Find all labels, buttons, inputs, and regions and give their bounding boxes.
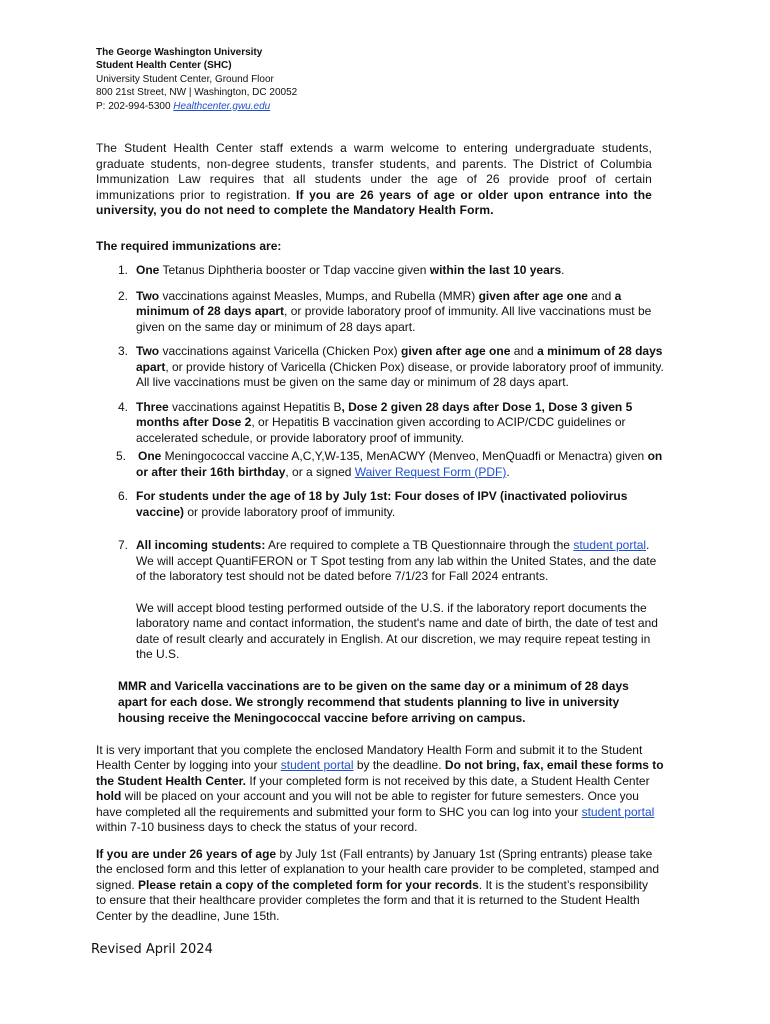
revision-date: Revised April 2024 (91, 942, 213, 957)
blood-testing-paragraph: We will accept blood testing performed outside of the U.S. if the laboratory report documents the laboratory name and contact information, the student's name and date of birth, the date of test and date of result clearly and accurately in English. At our discretion, we may require repeat testing in the U.S. (136, 600, 658, 661)
required-immunizations-heading: The required immunizations are: (96, 239, 282, 253)
list-item: 1. One Tetanus Diphtheria booster or Tdap vaccine given within the last 10 years. (118, 263, 565, 277)
list-item: 4. Three vaccinations against Hepatitis B, Dose 2 given 28 days after Dose 1, Dose 3 given 5 months after Dose 2, or Hepatitis B vaccination given according to ACIP/CDC guidelines or accelerated schedule, or provide laboratory proof of immunity. (118, 399, 633, 445)
waiver-request-form-link[interactable]: Waiver Request Form (PDF) (354, 464, 507, 479)
list-item: 7. All incoming students: Are required to complete a TB Questionnaire through the student portal. We will accept QuantiFERON or T Spot testing from any lab within the United States, and the date of the laboratory test should not be dated before 7/1/23 for Fall 2024 entrants. We will accept blood testing performed outside of the U.S. if the laboratory report documents the laboratory name and contact information, the student's name and date of birth, the date of test and date of result clearly and accurately in English. At our discretion, we may require repeat testing in the U.S. (96, 538, 666, 663)
contact-line (96, 100, 297, 113)
intro-paragraph (96, 141, 652, 219)
list-item: 2. Two vaccinations against Measles, Mumps, and Rubella (MMR) given after age one and a minimum of 28 days apart, or provide laboratory proof of immunity. All live vaccinations must be given on the same day or minimum of 28 days apart. (118, 288, 652, 334)
university-name: The George Washington University (96, 47, 263, 58)
student-portal-link[interactable]: student portal (573, 538, 647, 552)
submission-paragraph: It is very important that you complete the enclosed Mandatory Health Form and submit it to the Student Health Center by logging into your student portal by the deadline. Do not bring, fax, email these forms to the Student Health Center. If your completed form is not received by this date, a Student Health Center hold will be placed on your account and you will not be able to register for future semesters. Once you have completed all the requirements and submitted your form to SHC you can log into your student portal within 7-10 business days to check the status of your record. (96, 743, 664, 835)
under-26-paragraph: If you are under 26 years of age by July 1st (Fall entrants) by January 1st (Spring entrants) please take the enclosed form and this letter of explanation to your health care provider to be completed, stamped and signed. Please retain a copy of the completed form for your records. It is the student’s responsibility to ensure that their healthcare provider completes the form and that it is returned to the Student Health Center by the deadline, June 15th. (96, 847, 660, 923)
student-portal-link[interactable]: student portal (280, 758, 354, 773)
letterhead (96, 46, 297, 113)
immunization-list (96, 263, 666, 663)
intro-bold-text: If you are 26 years of age or older upon entrance into the university, you do not need to complete the Mandatory Health Form. (96, 187, 652, 217)
list-item: 5. One Meningococcal vaccine A,C,Y,W-135, MenACWY (Menveo, MenQuadfi or Menactra) given on or after their 16th birthday, or a signed Waiver Request Form (PDF). (116, 449, 663, 479)
phone-number: P: 202-994-5300 (96, 100, 171, 112)
address-line-1: University Student Center, Ground Floor (96, 73, 274, 85)
mmr-varicella-note: MMR and Varicella vaccinations are to be given on the same day or a minimum of 28 days apart for each dose. We strongly recommend that students planning to live in university housing receive the Meningococcal vaccine before arriving on campus. (118, 679, 629, 725)
list-item: 3. Two vaccinations against Varicella (Chicken Pox) given after age one and a minimum of 28 days apart, or provide history of Varicella (Chicken Pox) disease, or provide laboratory proof of immunity. All live vaccinations must be given on the same day or minimum of 28 days apart. (118, 344, 664, 389)
health-center-name: Student Health Center (SHC) (96, 60, 232, 72)
intro-text: The Student Health Center staff extends a warm welcome to entering undergraduate students, graduate students, non-degree students, transfer students, and parents. The District of Columbia Immunization Law requires that all students under the age of 26 provide proof of certain immunizations prior to registration. (96, 141, 652, 202)
list-item: 6. For students under the age of 18 by July 1st: Four doses of IPV (inactivated poliovirus vaccine) or provide laboratory proof of immunity. (118, 489, 628, 519)
student-portal-link[interactable]: student portal (581, 804, 655, 819)
website-link[interactable]: Healthcenter.gwu.edu (173, 100, 271, 112)
address-line-2: 800 21st Street, NW | Washington, DC 20052 (96, 87, 298, 99)
